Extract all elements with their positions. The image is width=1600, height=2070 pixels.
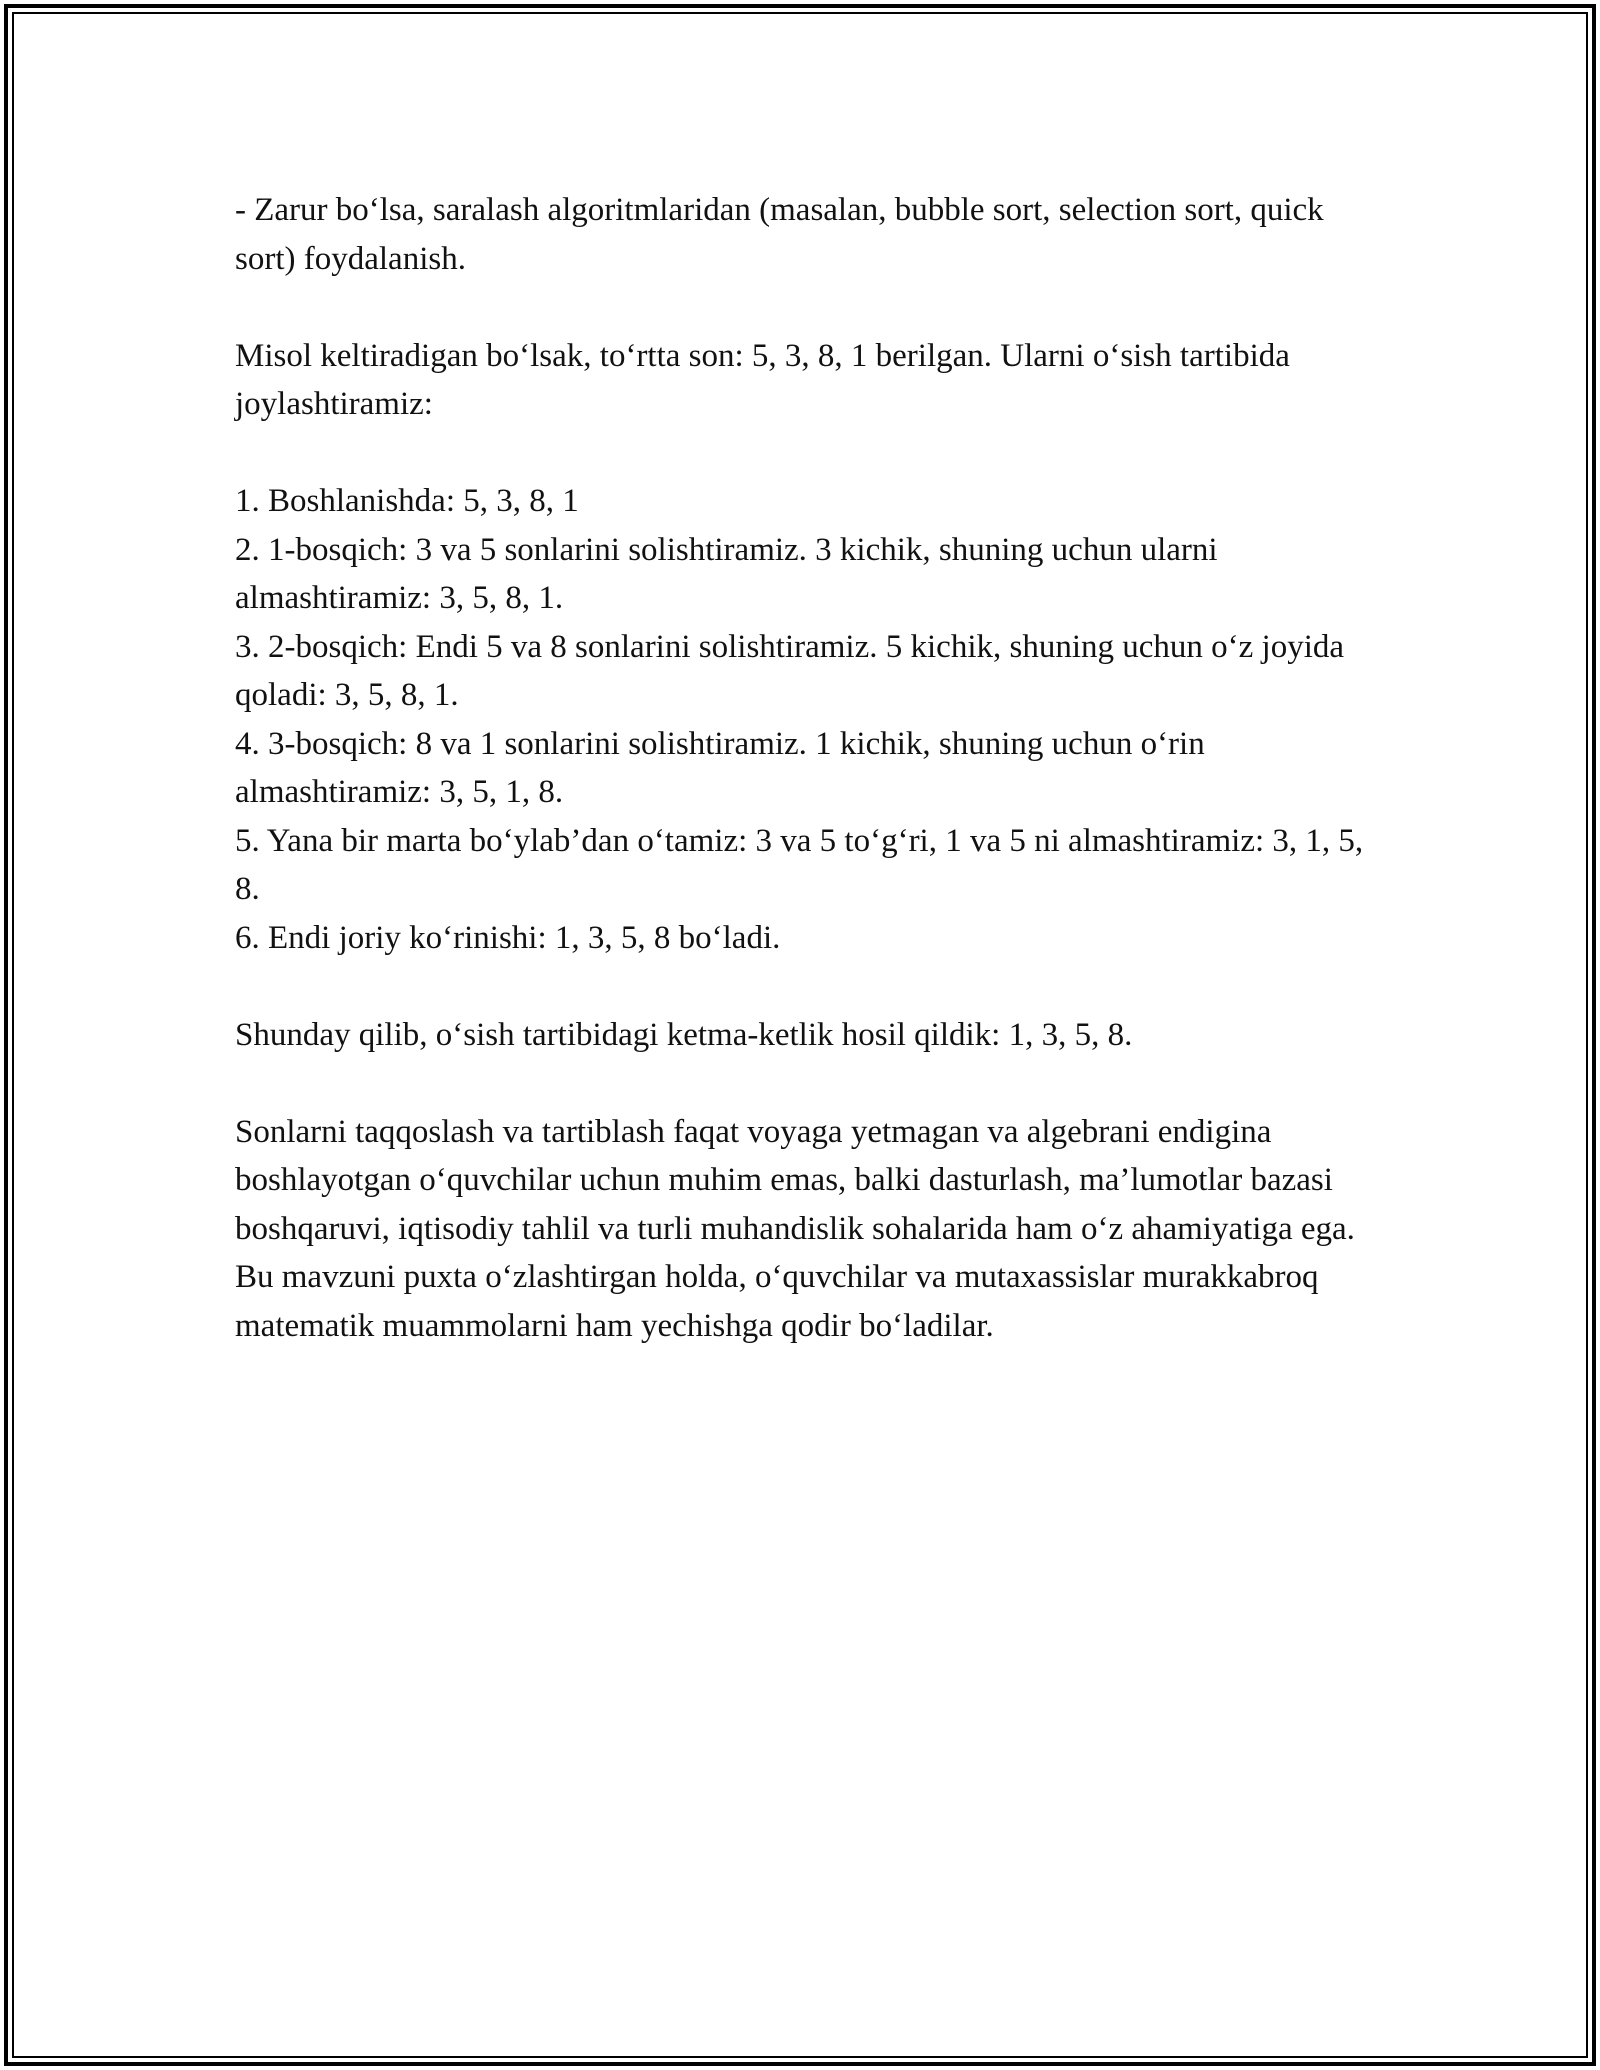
conclusion-paragraph: Sonlarni taqqoslash va tartiblash faqat voyaga yetmagan va algebrani endigina boshlayotgan o‘quvchilar uchun muhim emas, balki dasturlash, ma’lumotlar bazasi boshqaruvi, iqtisodiy tahlil va turli muhandislik sohalarida ham o‘z ahamiyatiga ega. Bu mavzuni puxta o‘zlashtirgan holda, o‘quvchilar va mutaxassislar murakkabroq matematik muammolarni ham yechishga qodir bo‘ladilar.	[235, 1113, 1355, 1344]
steps-list	[235, 477, 1385, 962]
result-paragraph: Shunday qilib, o‘sish tartibidagi ketma-ketlik hosil qildik: 1, 3, 5, 8.	[235, 1016, 1133, 1053]
intro-bullet: - Zarur bo‘lsa, saralash algoritmlaridan (masalan, bubble sort, selection sort, quick sort) foydalanish.	[235, 192, 1324, 277]
step-item: 3. 2-bosqich: Endi 5 va 8 sonlarini solishtiramiz. 5 kichik, shuning uchun o‘z joyida qoladi: 3, 5, 8, 1.	[235, 628, 1345, 713]
example-intro: Misol keltiradigan bo‘lsak, to‘rtta son: 5, 3, 8, 1 berilgan. Ularni o‘sish tartibida joylashtiramiz:	[235, 337, 1290, 422]
step-item: 4. 3-bosqich: 8 va 1 sonlarini solishtiramiz. 1 kichik, shuning uchun o‘rin almashtiramiz: 3, 5, 1, 8.	[235, 725, 1205, 810]
step-item: 6. Endi joriy ko‘rinishi: 1, 3, 5, 8 bo‘ladi.	[235, 919, 781, 956]
step-item: 2. 1-bosqich: 3 va 5 sonlarini solishtiramiz. 3 kichik, shuning uchun ularni almashtiramiz: 3, 5, 8, 1.	[235, 531, 1218, 616]
step-item: 1. Boshlanishda: 5, 3, 8, 1	[235, 483, 579, 519]
step-item: 5. Yana bir marta bo‘ylab’dan o‘tamiz: 3 va 5 to‘g‘ri, 1 va 5 ni almashtiramiz: 3, 1, 5, 8.	[235, 822, 1364, 907]
document-body	[235, 186, 1385, 1399]
